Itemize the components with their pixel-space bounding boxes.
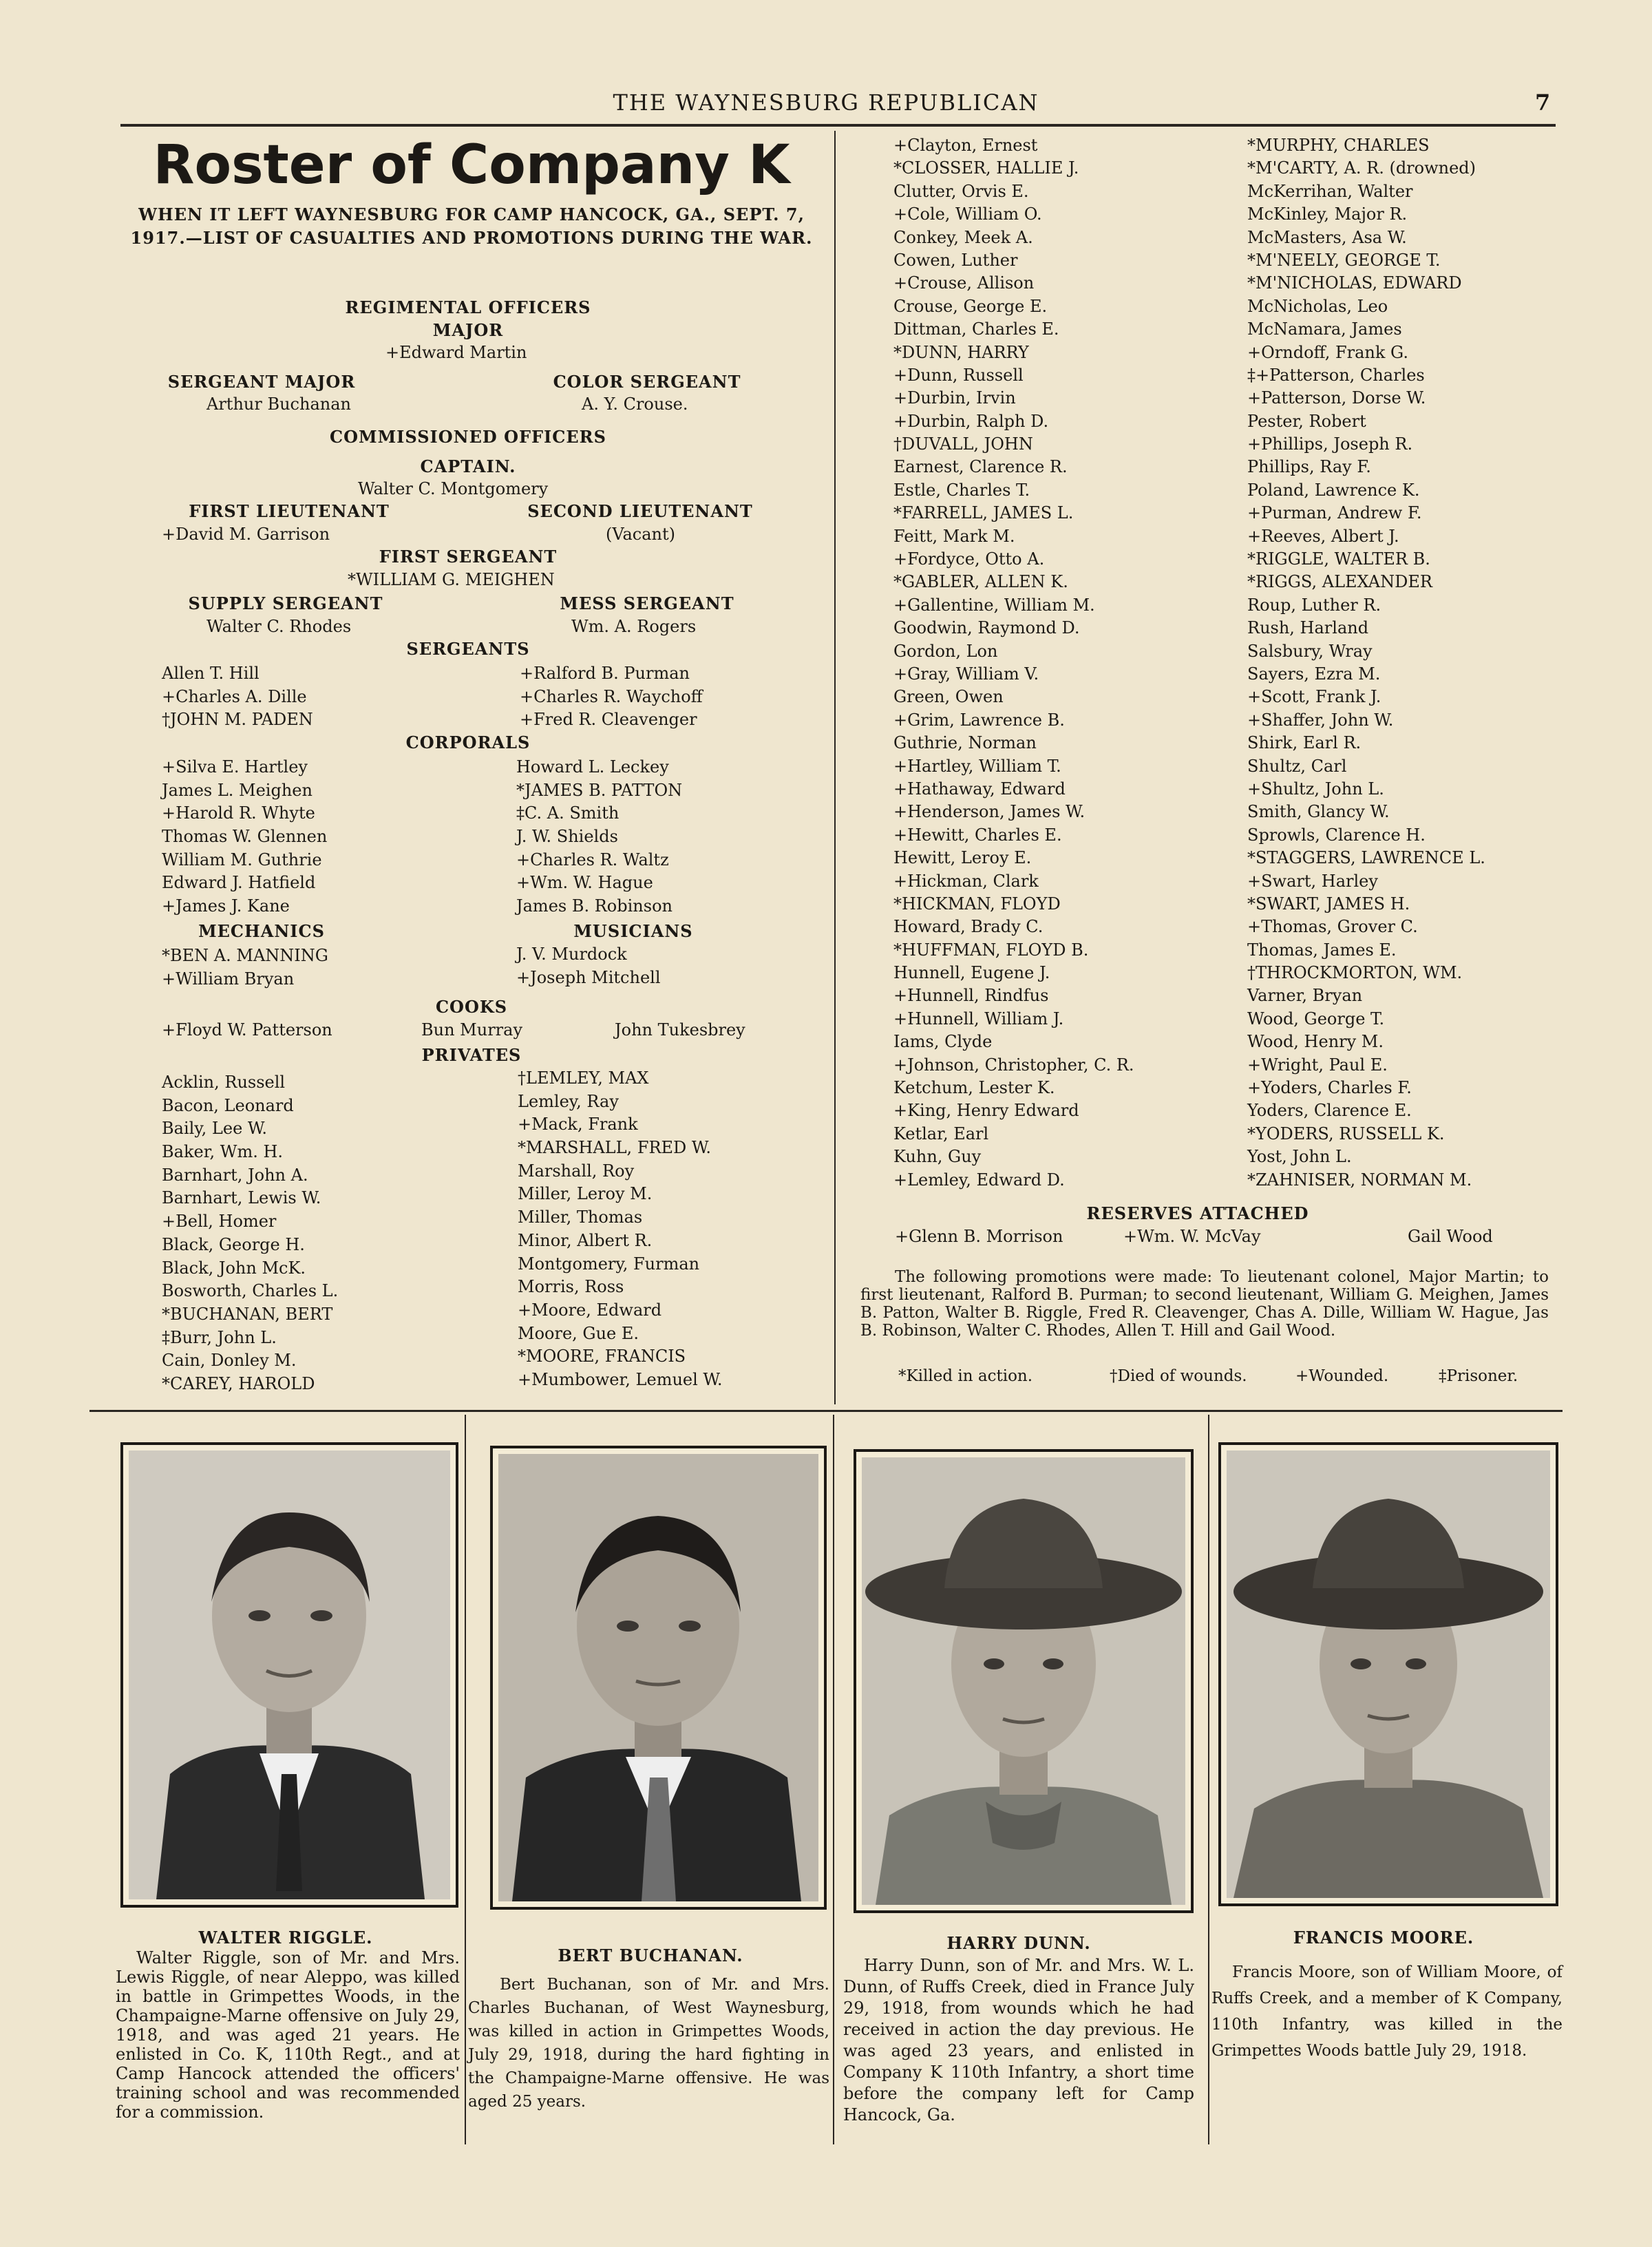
list-item: *ZAHNISER, NORMAN M. (1247, 1170, 1472, 1190)
list-item: McKerrihan, Walter (1247, 181, 1413, 201)
list-item: Thomas W. Glennen (162, 827, 328, 847)
list-item: +Mumbower, Lemuel W. (518, 1369, 723, 1389)
second-lt-label: SECOND LIEUTENANT (527, 501, 753, 521)
list-item: Cain, Donley M. (162, 1351, 297, 1371)
section-rule (89, 1410, 1563, 1412)
list-item: †JOHN M. PADEN (162, 710, 313, 730)
list-item: Baily, Lee W. (162, 1119, 267, 1139)
list-item: McMasters, Asa W. (1247, 227, 1407, 247)
cook-name: Bun Murray (421, 1020, 523, 1040)
list-item: Bacon, Leonard (162, 1095, 294, 1115)
list-item: Shultz, Carl (1247, 756, 1347, 776)
first-sgt-name: *WILLIAM G. MEIGHEN (348, 570, 555, 589)
list-item: Smith, Glancy W. (1247, 802, 1390, 822)
list-item: Salsbury, Wray (1247, 641, 1373, 661)
list-item: *RIGGLE, WALTER B. (1247, 549, 1430, 569)
list-item: *YODERS, RUSSELL K. (1247, 1124, 1445, 1143)
list-item: †DUVALL, JOHN (893, 434, 1033, 454)
list-item: Morris, Ross (518, 1277, 624, 1297)
list-item: +Shaffer, John W. (1247, 710, 1394, 730)
second-lt-name: (Vacant) (606, 525, 676, 544)
color-sgt-name: A. Y. Crouse. (582, 394, 688, 414)
mechanic-name: +Floyd W. Patterson (162, 1020, 332, 1040)
list-item: +Bell, Homer (162, 1212, 277, 1232)
legend-prisoner: ‡Prisoner. (1439, 1367, 1518, 1385)
list-item: +Wm. W. Hague (516, 873, 653, 893)
list-item: Clutter, Orvis E. (893, 181, 1029, 201)
list-item: Gordon, Lon (893, 641, 998, 661)
list-item: William M. Guthrie (162, 850, 322, 869)
commissioned-heading: COMMISSIONED OFFICERS (330, 427, 606, 447)
photo-divider (465, 1415, 466, 2144)
cook-name: John Tukesbrey (615, 1020, 745, 1040)
list-item: +Henderson, James W. (893, 802, 1086, 822)
list-item: Green, Owen (893, 687, 1004, 707)
portrait-illustration (498, 1454, 818, 1901)
list-item: Ketlar, Earl (893, 1124, 989, 1143)
list-item: Sprowls, Clarence H. (1247, 825, 1426, 845)
list-item: +Clayton, Ernest (893, 136, 1038, 155)
masthead-rule (120, 124, 1556, 127)
page-title: Roster of Company K (153, 134, 790, 196)
list-item: +Grim, Lawrence B. (893, 710, 1065, 730)
list-item: +Yoders, Charles F. (1247, 1078, 1412, 1098)
list-item: +Silva E. Hartley (162, 757, 308, 777)
page-number: 7 (1535, 89, 1551, 116)
list-item: Moore, Gue E. (518, 1323, 639, 1343)
list-item: *MOORE, FRANCIS (518, 1347, 686, 1367)
list-item: +Gray, William V. (893, 664, 1039, 684)
list-item: Black, George H. (162, 1234, 305, 1254)
list-item: *SWART, JAMES H. (1247, 894, 1410, 914)
legend-died: †Died of wounds. (1110, 1367, 1247, 1385)
list-item: Guthrie, Norman (893, 733, 1037, 753)
portrait-dunn (854, 1449, 1194, 1913)
privates-col2 (518, 1067, 723, 1392)
list-item: *GABLER, ALLEN K. (893, 572, 1068, 592)
cooks-heading: COOKS (435, 997, 508, 1017)
first-lt-name: +David M. Garrison (162, 525, 330, 544)
list-item: +Scott, Frank J. (1247, 687, 1381, 707)
sgt-major-label: SERGEANT MAJOR (167, 372, 356, 392)
list-item: +Hickman, Clark (893, 871, 1039, 891)
first-lt-label: FIRST LIEUTENANT (189, 501, 390, 521)
list-item: Barnhart, Lewis W. (162, 1188, 321, 1208)
sergeants-left-list (162, 662, 313, 732)
list-item: *STAGGERS, LAWRENCE L. (1247, 848, 1485, 868)
list-item: Yoders, Clarence E. (1247, 1101, 1412, 1121)
list-item: +Harold R. Whyte (162, 803, 315, 823)
list-item: *HICKMAN, FLOYD (893, 894, 1061, 914)
portrait-name: BERT BUCHANAN. (558, 1945, 743, 1965)
major-name: +Edward Martin (385, 343, 527, 362)
list-item: Bosworth, Charles L. (162, 1281, 339, 1301)
mess-sgt-name: Wm. A. Rogers (571, 617, 697, 636)
list-item: +Charles R. Waltz (516, 850, 669, 869)
list-item: Rush, Harland (1247, 618, 1369, 638)
portrait-bio: Bert Buchanan, son of Mr. and Mrs. Charles Buchanan, of West Waynesburg, was killed in action in Grimpettes Woods, July 29, 1918, during the hard fighting in the Champaigne-Marne offensive. He was aged 25 years. (468, 1976, 829, 2111)
portrait-riggle (120, 1442, 458, 1908)
list-item: Roup, Luther R. (1247, 595, 1381, 615)
list-item: ‡Burr, John L. (162, 1327, 277, 1347)
mechanic-name: *BEN A. MANNING (162, 946, 328, 965)
list-item: Crouse, George E. (893, 296, 1048, 316)
list-item: Hewitt, Leroy E. (893, 848, 1032, 868)
list-item: Howard L. Leckey (516, 757, 669, 777)
portrait-name: HARRY DUNN. (946, 1933, 1091, 1953)
list-item: *CAREY, HAROLD (162, 1373, 315, 1393)
portrait-name: WALTER RIGGLE. (198, 1928, 373, 1948)
list-item: +Ralford B. Purman (520, 664, 690, 683)
list-item: +Crouse, Allison (893, 273, 1035, 293)
list-item: Montgomery, Furman (518, 1254, 700, 1274)
regimental-heading: REGIMENTAL OFFICERS (345, 297, 591, 317)
list-item: +Fred R. Cleavenger (520, 710, 697, 730)
reserve-name: +Wm. W. McVay (1123, 1227, 1261, 1246)
list-item: Wood, George T. (1247, 1009, 1385, 1028)
list-item: +Phillips, Joseph R. (1247, 434, 1413, 454)
list-item: *BUCHANAN, BERT (162, 1304, 333, 1324)
list-item: Dittman, Charles E. (893, 319, 1059, 339)
reserves-heading: RESERVES ATTACHED (1086, 1203, 1309, 1223)
list-item: +Hunnell, Rindfus (893, 986, 1049, 1006)
privates-col4 (1247, 134, 1485, 1192)
list-item: *RIGGS, ALEXANDER (1247, 572, 1432, 592)
list-item: McNamara, James (1247, 319, 1402, 339)
list-item: +Cole, William O. (893, 204, 1042, 224)
portrait-illustration (1227, 1450, 1550, 1898)
captain-name: Walter C. Montgomery (358, 479, 549, 498)
supply-sgt-label: SUPPLY SERGEANT (188, 593, 383, 613)
list-item: *M'CARTY, A. R. (drowned) (1247, 158, 1476, 178)
promotions-paragraph: The following promotions were made: To lieutenant colonel, Major Martin; to first lieutenant, Ralford B. Purman; to second lieutenant, William G. Meighen, James B. Patton, Walter B. Riggle, Fred R. Cleavenger, Chas A. Dille, William W. Hague, Jas B. Robinson, Walter C. Rhodes, Allen T. Hill and Gail Wood. (860, 1268, 1549, 1340)
list-item: +Hunnell, William J. (893, 1009, 1064, 1028)
subhead: WHEN IT LEFT WAYNESBURG FOR CAMP HANCOCK, GA., SEPT. 7, 1917.—LIST OF CASUALTIES AND PROMOTIONS DURING THE WAR. (130, 204, 813, 248)
portrait-bio: Francis Moore, son of William Moore, of Ruffs Creek, and a member of K Company, 110th Infantry, was killed in the Grimpettes Woods battle July 29, 1918. (1211, 1963, 1563, 2060)
list-item: +Moore, Edward (518, 1300, 662, 1320)
list-item: +James J. Kane (162, 896, 290, 916)
portrait-image (129, 1450, 450, 1899)
list-item: +Durbin, Ralph D. (893, 411, 1049, 431)
list-item: *M'NEELY, GEORGE T. (1247, 250, 1441, 270)
list-item: +Fordyce, Otto A. (893, 549, 1045, 569)
portrait-buchanan (490, 1446, 827, 1910)
list-item: ‡+Patterson, Charles (1247, 365, 1425, 385)
list-item: Yost, John L. (1247, 1147, 1352, 1167)
corporals-heading: CORPORALS (405, 732, 531, 752)
mechanic-name: +William Bryan (162, 969, 295, 989)
list-item: +Purman, Andrew F. (1247, 503, 1422, 523)
list-item: *HUFFMAN, FLOYD B. (893, 940, 1089, 960)
list-item: Pester, Robert (1247, 411, 1366, 431)
photo-divider (1208, 1415, 1209, 2144)
list-item: Varner, Bryan (1247, 986, 1363, 1006)
reserve-name: Gail Wood (1408, 1227, 1493, 1246)
list-item: Earnest, Clarence R. (893, 457, 1068, 477)
list-item: Cowen, Luther (893, 250, 1018, 270)
list-item: +Mack, Frank (518, 1115, 638, 1135)
list-item: +Swart, Harley (1247, 871, 1378, 891)
corporals-left-list (162, 756, 327, 918)
list-item: +Hewitt, Charles E. (893, 825, 1062, 845)
list-item: Feitt, Mark M. (893, 526, 1015, 546)
mechanics-heading: MECHANICS (198, 921, 325, 941)
first-sgt-label: FIRST SERGEANT (379, 547, 558, 567)
list-item: *DUNN, HARRY (893, 342, 1029, 362)
photo-divider (833, 1415, 834, 2144)
portrait-image (498, 1454, 818, 1901)
list-item: +Charles R. Waychoff (520, 686, 703, 706)
list-item: Allen T. Hill (162, 664, 260, 683)
list-item: *M'NICHOLAS, EDWARD (1247, 273, 1462, 293)
musician-name: J. V. Murdock (516, 945, 627, 964)
list-item: +Charles A. Dille (162, 686, 307, 706)
legend-wounded: +Wounded. (1295, 1367, 1389, 1385)
list-item: McKinley, Major R. (1247, 204, 1408, 224)
list-item: +King, Henry Edward (893, 1101, 1079, 1121)
captain-label: CAPTAIN. (420, 456, 516, 476)
list-item: +Lemley, Edward D. (893, 1170, 1065, 1190)
list-item: Hunnell, Eugene J. (893, 963, 1050, 983)
list-item: +Hartley, William T. (893, 756, 1061, 776)
list-item: *MARSHALL, FRED W. (518, 1138, 712, 1158)
list-item: +Shultz, John L. (1247, 779, 1384, 799)
column-divider (834, 131, 836, 1404)
privates-col3 (893, 134, 1134, 1192)
list-item: Miller, Thomas (518, 1207, 643, 1227)
privates-col1 (162, 1071, 338, 1396)
list-item: Kuhn, Guy (893, 1147, 982, 1167)
list-item: Poland, Lawrence K. (1247, 480, 1420, 500)
reserve-name: +Glenn B. Morrison (895, 1227, 1063, 1246)
list-item: Marshall, Roy (518, 1161, 635, 1181)
list-item: Phillips, Ray F. (1247, 457, 1371, 477)
list-item: Minor, Albert R. (518, 1230, 653, 1250)
list-item: J. W. Shields (516, 827, 618, 847)
sgt-major-name: Arthur Buchanan (206, 394, 351, 414)
portrait-bio: Harry Dunn, son of Mr. and Mrs. W. L. Dunn, of Ruffs Creek, died in France July 29, 1918, from wounds which he had received in action the day previous. He was aged 23 years, and enlisted in Company K 110th Infantry, a short time before the company left for Camp Hancock, Ga. (843, 1956, 1194, 2124)
corporals-right-list (516, 756, 682, 918)
sergeants-heading: SERGEANTS (406, 639, 530, 659)
masthead: THE WAYNESBURG REPUBLICAN (613, 89, 1039, 116)
privates-heading: PRIVATES (421, 1045, 522, 1065)
portrait-moore (1218, 1442, 1558, 1906)
list-item: +Wright, Paul E. (1247, 1055, 1388, 1075)
major-label: MAJOR (432, 320, 504, 340)
list-item: ‡C. A. Smith (516, 803, 620, 823)
list-item: Conkey, Meek A. (893, 227, 1033, 247)
list-item: +Dunn, Russell (893, 365, 1024, 385)
list-item: Shirk, Earl R. (1247, 733, 1362, 753)
portrait-image (862, 1457, 1185, 1905)
list-item: +Reeves, Albert J. (1247, 526, 1399, 546)
list-item: +Orndoff, Frank G. (1247, 342, 1408, 362)
color-sgt-label: COLOR SERGEANT (553, 372, 741, 392)
list-item: Baker, Wm. H. (162, 1142, 284, 1162)
list-item: +Gallentine, William M. (893, 595, 1095, 615)
list-item: Thomas, James E. (1247, 940, 1397, 960)
list-item: +Johnson, Christopher, C. R. (893, 1055, 1134, 1075)
portrait-bio: Walter Riggle, son of Mr. and Mrs. Lewis Riggle, of near Aleppo, was killed in battle in Grimpettes Woods, in the Champaigne-Marne offensive on July 29, 1918, and was aged 21 years. He enlisted in Co. K, 110th Regt., and at Camp Hancock attended the officers' training school and was recommended for a commission. (116, 1948, 460, 2122)
list-item: *MURPHY, CHARLES (1247, 136, 1430, 155)
legend-killed: *Killed in action. (898, 1367, 1033, 1385)
list-item: *JAMES B. PATTON (516, 780, 683, 800)
list-item: Edward J. Hatfield (162, 873, 316, 893)
list-item: Estle, Charles T. (893, 480, 1030, 500)
portrait-illustration (862, 1457, 1185, 1905)
list-item: Ketchum, Lester K. (893, 1078, 1055, 1098)
list-item: Iams, Clyde (893, 1032, 993, 1052)
list-item: McNicholas, Leo (1247, 296, 1388, 316)
list-item: †THROCKMORTON, WM. (1247, 963, 1463, 983)
sergeants-right-list (520, 662, 703, 732)
portrait-name: FRANCIS MOORE. (1293, 1928, 1474, 1948)
list-item: Acklin, Russell (162, 1073, 286, 1092)
list-item: +Patterson, Dorse W. (1247, 388, 1426, 408)
list-item: +Durbin, Irvin (893, 388, 1016, 408)
list-item: *FARRELL, JAMES L. (893, 503, 1074, 523)
list-item: +Hathaway, Edward (893, 779, 1066, 799)
list-item: *CLOSSER, HALLIE J. (893, 158, 1079, 178)
list-item: Lemley, Ray (518, 1091, 619, 1111)
list-item: James L. Meighen (162, 780, 313, 800)
portrait-image (1227, 1450, 1550, 1898)
list-item: Black, John McK. (162, 1258, 306, 1278)
portrait-illustration (129, 1450, 450, 1899)
list-item: Barnhart, John A. (162, 1165, 308, 1185)
musicians-heading: MUSICIANS (573, 921, 693, 941)
list-item: Miller, Leroy M. (518, 1184, 653, 1204)
list-item: Wood, Henry M. (1247, 1032, 1384, 1052)
list-item: Howard, Brady C. (893, 917, 1044, 937)
list-item: +Thomas, Grover C. (1247, 917, 1418, 937)
mess-sgt-label: MESS SERGEANT (560, 593, 734, 613)
list-item: James B. Robinson (516, 896, 673, 916)
supply-sgt-name: Walter C. Rhodes (206, 617, 352, 636)
musician-name: +Joseph Mitchell (516, 968, 661, 987)
list-item: Goodwin, Raymond D. (893, 618, 1080, 638)
list-item: Sayers, Ezra M. (1247, 664, 1381, 684)
list-item: †LEMLEY, MAX (518, 1068, 649, 1088)
